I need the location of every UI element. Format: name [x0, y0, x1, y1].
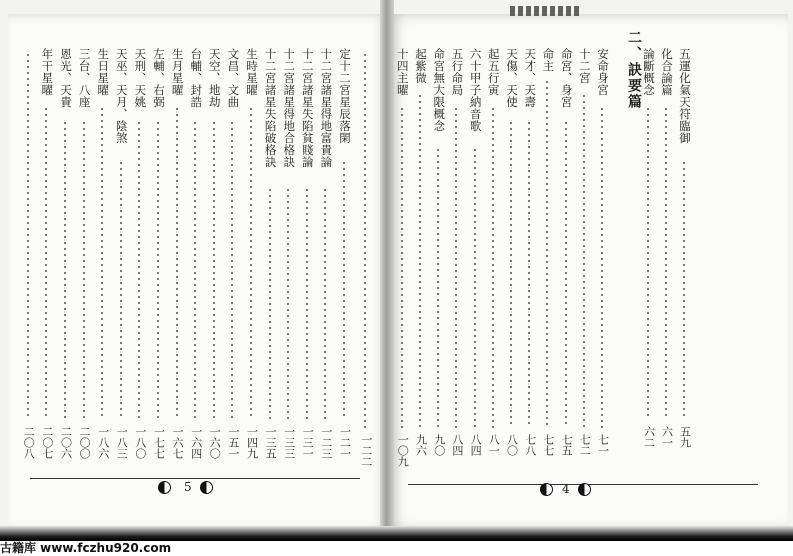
toc-entry-title: 生月星曜 — [170, 48, 185, 96]
toc-page-number: 六一 — [660, 426, 674, 448]
toc-entry-title: 天刑、天姚 — [133, 48, 148, 108]
toc-page-number: 一七七 — [152, 426, 166, 459]
leader-dots — [138, 120, 140, 421]
toc-entry-title: 命宮、身宮 — [559, 48, 574, 108]
toc-entry-title: 恩光、天貴 — [59, 48, 73, 108]
leader-dots — [401, 106, 403, 428]
leader-dots — [455, 106, 457, 428]
yin-yang-icon — [158, 481, 171, 494]
toc-entry-title: 天傷、天使 — [505, 48, 519, 108]
toc-entry-title: 文昌、文曲 — [226, 48, 241, 108]
toc-page-number: 一三一 — [301, 426, 315, 459]
toc-page-number: 二〇〇 — [78, 426, 92, 459]
leader-dots — [287, 187, 289, 420]
yin-yang-icon — [200, 481, 213, 494]
toc-page-number: 八一 — [487, 434, 501, 456]
toc-entry-title: 五運化氣天符臨御 — [678, 48, 692, 144]
toc-entry-title: 三台、八座 — [77, 48, 92, 108]
toc-page-number: 二〇六 — [59, 426, 73, 459]
toc-entry-title: 左輔、右弼 — [152, 48, 166, 108]
toc-page-number: 一三三 — [282, 426, 296, 459]
toc-page-number: 一八三 — [115, 426, 129, 459]
leader-dots — [250, 106, 252, 420]
leader-dots — [45, 106, 47, 420]
toc-page-number: 一四九 — [245, 426, 259, 459]
toc-entry-title: 命宮無大限概念 — [432, 48, 447, 132]
toc-page-number: 一五一 — [226, 426, 240, 459]
toc-page-number: 一六四 — [189, 426, 203, 459]
toc-page-number: 一八〇 — [133, 426, 147, 459]
toc-entry-title: 天才、天壽 — [523, 48, 538, 108]
leader-dots — [306, 187, 308, 420]
toc-entry-title: 十二宮諸星失陷破格訣 — [263, 48, 278, 168]
toc-entry-title: 起五行寅 — [486, 48, 501, 96]
running-header-fragment — [510, 6, 580, 16]
toc-entry-title: 天巫、天月、陰煞 — [114, 48, 129, 144]
toc-page-number: 八四 — [450, 434, 464, 456]
right-folio: 4 — [562, 482, 570, 496]
leader-dots — [528, 120, 530, 429]
leader-dots — [601, 106, 603, 428]
toc-entry-title: 十二宮諸星失陷貧賤論 — [300, 48, 315, 168]
leader-dots — [213, 120, 215, 421]
toc-page-number: 一二三 — [319, 426, 333, 459]
toc-page-number: 二〇七 — [40, 426, 54, 459]
toc-page-number: 一三五 — [264, 426, 278, 459]
leader-dots — [343, 160, 345, 420]
toc-page-number: 七七 — [541, 434, 555, 456]
scan-bottom-shadow — [0, 526, 793, 541]
toc-entry-title: 命主 — [541, 48, 556, 72]
right-page — [359, 14, 788, 530]
leader-dots — [194, 120, 196, 421]
toc-page-number: 七八 — [523, 434, 537, 456]
leader-dots — [364, 52, 366, 428]
leader-dots — [546, 79, 548, 428]
leader-dots — [665, 106, 667, 420]
leader-dots — [647, 106, 649, 420]
toc-page-number: 六二 — [642, 426, 656, 448]
toc-page-number: 七五 — [560, 434, 574, 456]
left-folio: 5 — [184, 480, 192, 494]
toc-page-number: 一二二 — [359, 434, 373, 467]
yin-yang-icon — [540, 483, 553, 496]
toc-entry-title: 十二宮諸星得地富貴論 — [319, 48, 334, 168]
site-watermark: 古籍库 www.fczhu920.com — [0, 541, 172, 555]
leader-dots — [101, 106, 103, 420]
leader-dots — [324, 187, 326, 420]
leader-dots — [492, 106, 494, 428]
leader-dots — [565, 120, 567, 429]
leader-dots — [231, 120, 233, 421]
toc-entry-title: 年干星曜 — [40, 48, 55, 96]
toc-page-number: 八四 — [469, 434, 483, 456]
leader-dots — [474, 147, 476, 429]
leader-dots — [683, 160, 685, 420]
leader-dots — [176, 106, 178, 420]
toc-page-number: 八〇 — [505, 434, 519, 456]
left-page — [8, 14, 388, 530]
yin-yang-icon — [578, 483, 591, 496]
toc-entry-title: 十四主曜 — [395, 48, 410, 96]
toc-entry-title: 五行命局 — [450, 48, 465, 96]
leader-dots — [120, 160, 122, 420]
leader-dots — [510, 120, 512, 429]
toc-entry-title: 化合論篇 — [660, 48, 674, 96]
left-footer-rule — [30, 478, 360, 479]
toc-entry-title: 起紫微 — [414, 48, 428, 84]
toc-page-number: 九〇 — [432, 434, 446, 456]
toc-page-number: 五九 — [678, 426, 692, 448]
toc-entry-title: 台輔、封誥 — [189, 48, 204, 108]
leader-dots — [437, 147, 439, 429]
toc-page-number: 一六〇 — [208, 426, 222, 459]
toc-entry-title: 生時星曜 — [245, 48, 259, 96]
toc-page-number: 一八六 — [96, 426, 110, 459]
toc-entry-title: 論斷概念 — [642, 48, 656, 96]
leader-dots — [157, 120, 159, 421]
leader-dots — [419, 93, 421, 429]
toc-page-number: 七一 — [596, 434, 610, 456]
toc-entry-title: 十二宮諸星得地合格訣 — [282, 48, 297, 168]
leader-dots — [64, 120, 66, 421]
toc-page-number: 一六七 — [171, 426, 185, 459]
book-gutter — [380, 0, 394, 541]
toc-entry-title: 六十甲子納音歌 — [468, 48, 483, 132]
toc-entry-title: 天空、地劫 — [207, 48, 222, 108]
toc-entry-title: 生日星曜 — [96, 48, 111, 96]
toc-page-number: 一〇九 — [396, 434, 410, 467]
toc-page-number: 一二一 — [338, 426, 352, 459]
toc-entry-title: 定十二宮星辰落閑 — [338, 48, 352, 144]
section-title: 二、訣要篇 — [626, 30, 642, 110]
leader-dots — [583, 93, 585, 429]
leader-dots — [27, 52, 29, 420]
leader-dots — [83, 120, 85, 421]
leader-dots — [269, 187, 271, 420]
toc-page-number: 二〇八 — [22, 426, 36, 459]
toc-page-number: 七二 — [578, 434, 592, 456]
toc-entry-title: 十二宮 — [577, 48, 592, 84]
toc-page-number: 九六 — [414, 434, 428, 456]
toc-entry-title: 安命身宮 — [596, 48, 610, 96]
